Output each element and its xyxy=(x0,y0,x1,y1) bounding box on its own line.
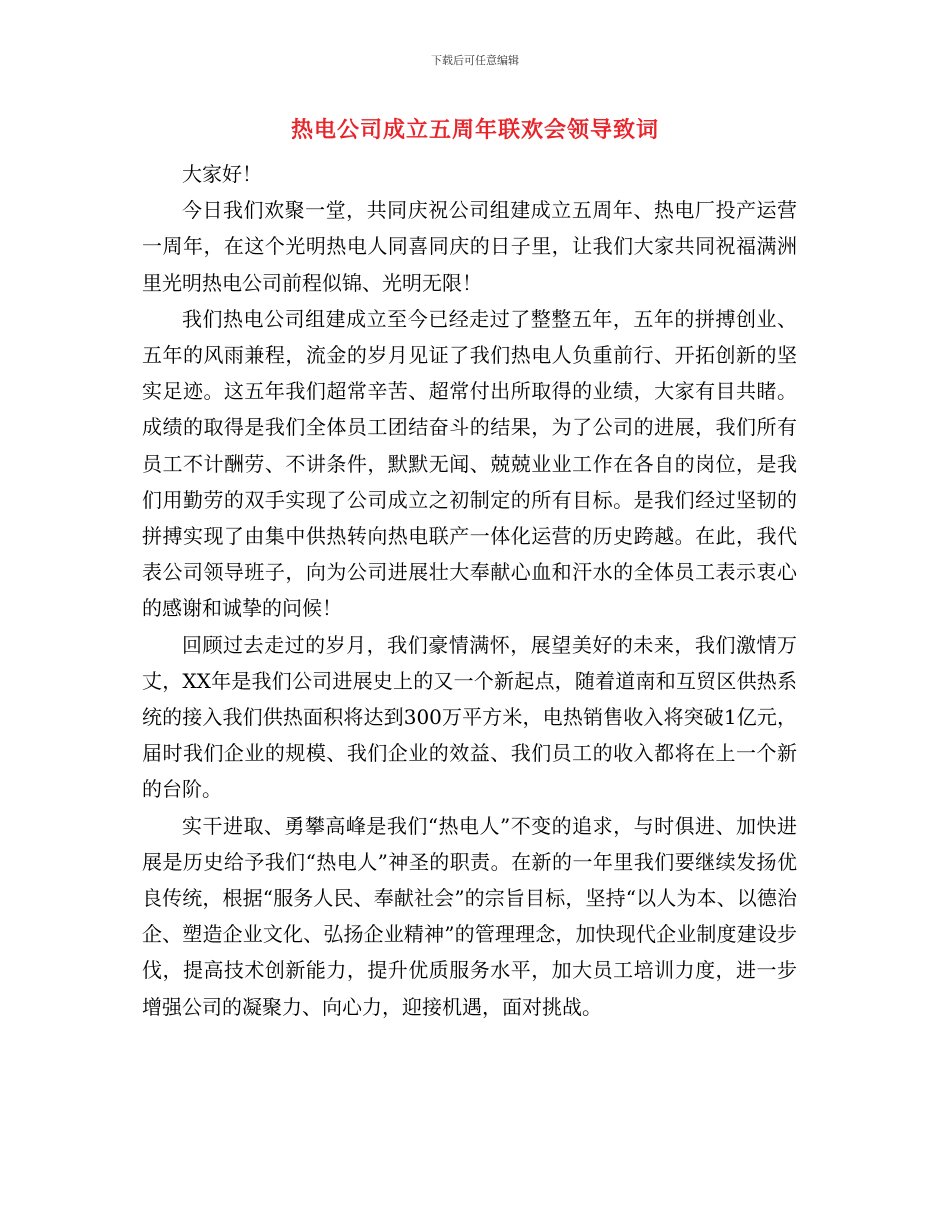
body-paragraph: 实干进取、勇攀高峰是我们“热电人”不变的追求，与时俱进、加快进展是历史给予我们“热电人”神圣的职责。在新的一年里我们要继续发扬优良传统，根据“服务人民、奉献社会”的宗旨目标，坚持“以人为本、以德治企、塑造企业文化、弘扬企业精神”的管理理念，加快现代企业制度建设步伐，提高技术创新能力，提升优质服务水平，加大员工培训力度，进一步增强公司的凝聚力、向心力，迎接机遇，面对挑战。 xyxy=(142,813,797,1019)
greeting-paragraph: 大家好！ xyxy=(182,162,262,186)
body-paragraph: 回顾过去走过的岁月，我们豪情满怀，展望美好的未来，我们激情万丈，XX年是我们公司进展史上的又一个新起点，随着道南和互贸区供热系统的接入我们供热面积将达到300万平方米，电热销售收入将突破1亿元，届时我们企业的规模、我们企业的效益、我们员工的收入都将在上一个新的台阶。 xyxy=(142,632,797,802)
body-paragraph: 今日我们欢聚一堂，共同庆祝公司组建成立五周年、热电厂投产运营一周年，在这个光明热电人同喜同庆的日子里，让我们大家共同祝福满洲里光明热电公司前程似锦、光明无限！ xyxy=(142,198,797,295)
body-paragraph: 我们热电公司组建成立至今已经走过了整整五年，五年的拼搏创业、五年的风雨兼程，流金的岁月见证了我们热电人负重前行、开拓创新的坚实足迹。这五年我们超常辛苦、超常付出所取得的业绩，大家有目共睹。成绩的取得是我们全体员工团结奋斗的结果，为了公司的进展，我们所有员工不计酬劳、不讲条件，默默无闻、兢兢业业工作在各自的岗位，是我们用勤劳的双手实现了公司成立之初制定的所有目标。是我们经过坚韧的拼搏实现了由集中供热转向热电联产一体化运营的历史跨越。在此，我代表公司领导班子，向为公司进展壮大奉献心血和汗水的全体员工表示衷心的感谢和诚挚的问候！ xyxy=(142,306,797,621)
document-body xyxy=(142,156,797,1025)
header-note: 下载后可任意编辑 xyxy=(431,54,519,67)
document-title: 热电公司成立五周年联欢会领导致词 xyxy=(290,117,659,143)
